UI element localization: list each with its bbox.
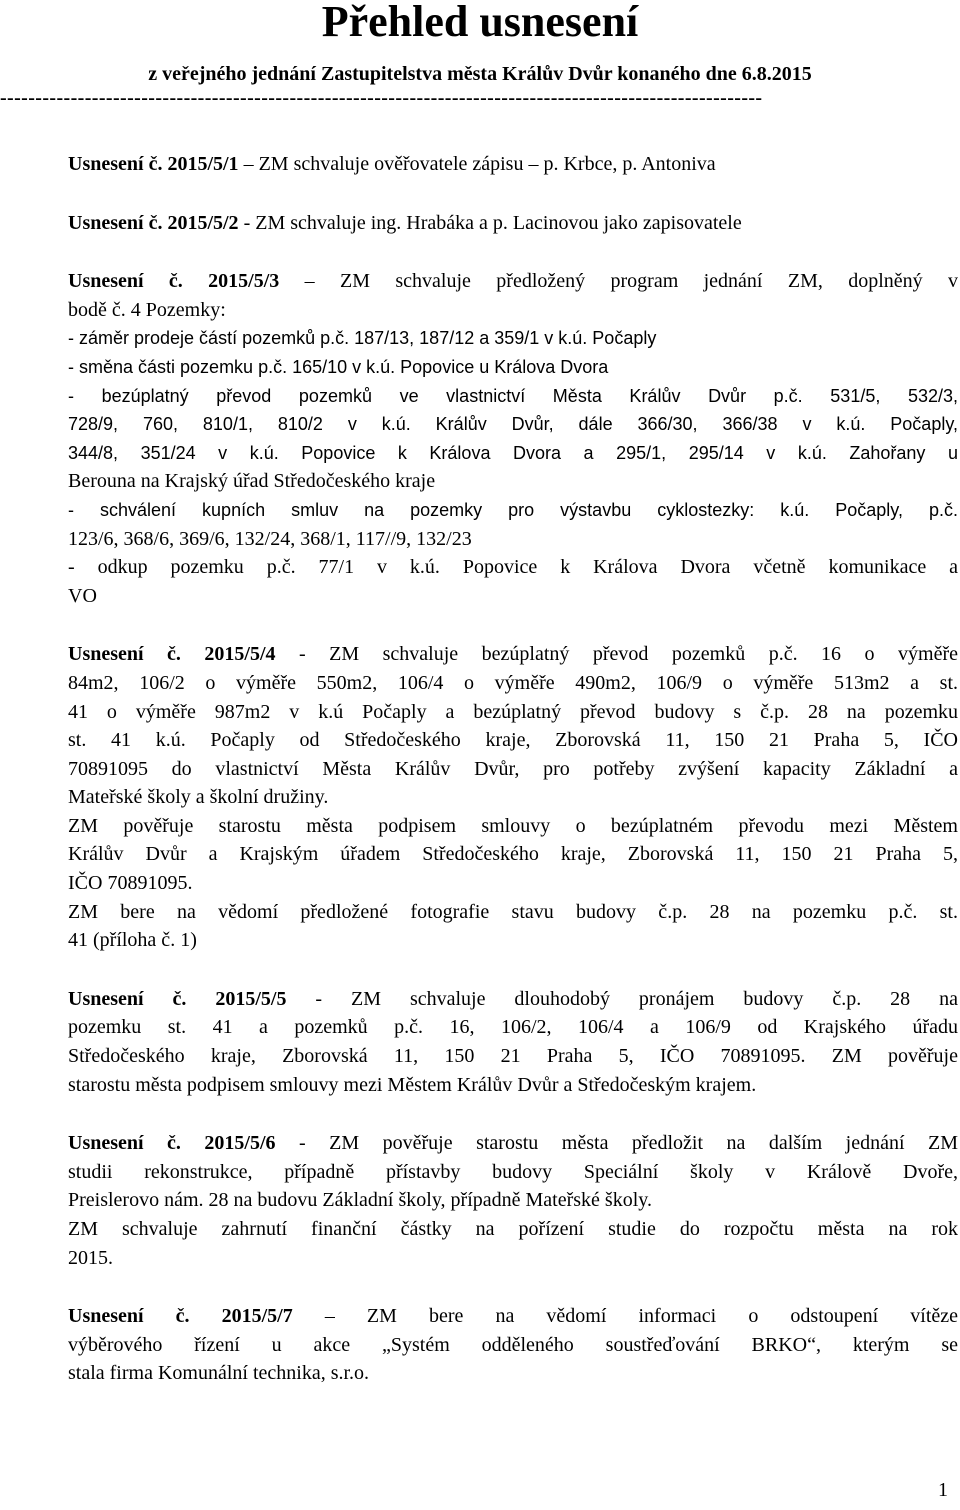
resolution-line: Usnesení č. 2015/5/2 - ZM schvaluje ing. Hrabáka a p. Lacinovou jako zapisovatele bbox=[68, 211, 742, 234]
page-title: Přehled usnesení bbox=[321, 0, 639, 46]
resolution-line: Králův Dvůr a Krajským úřadem Středočeského kraje, Zborovská 11, 150 21 Praha 5, bbox=[68, 843, 958, 866]
resolution-line: 728/9, 760, 810/1, 810/2 v k.ú. Králův Dvůr, dále 366/30, 366/38 v k.ú. Počaply, bbox=[68, 414, 958, 435]
resolution-line: Usnesení č. 2015/5/1 – ZM schvaluje ověřovatele zápisu – p. Krbce, p. Antoniva bbox=[68, 153, 716, 175]
resolution-line: Středočeského kraje, Zborovská 11, 150 21 Praha 5, IČO 70891095. ZM pověřuje bbox=[68, 1045, 958, 1068]
resolution-line: ZM schvaluje zahrnutí finanční částky na pořízení studie do rozpočtu města na rok bbox=[68, 1218, 958, 1240]
resolution-line: st. 41 k.ú. Počaply od Středočeského kraje, Zborovská 11, 150 21 Praha 5, IČO bbox=[68, 729, 958, 752]
resolution-2015-5-7 bbox=[68, 1302, 958, 1388]
resolution-line: - směna části pozemku p.č. 165/10 v k.ú. Popovice u Králova Dvora bbox=[68, 356, 609, 377]
resolution-line: 123/6, 368/6, 369/6, 132/24, 368/1, 117//9, 132/23 bbox=[68, 527, 472, 550]
resolution-line: ZM pověřuje starostu města podpisem smlouvy o bezúplatném převodu mezi Městem bbox=[68, 814, 958, 837]
resolution-id: Usnesení č. 2015/5/4 bbox=[68, 643, 276, 666]
resolution-line: 41 (příloha č. 1) bbox=[68, 929, 197, 952]
resolution-line: bodě č. 4 Pozemky: bbox=[68, 298, 226, 321]
resolution-line: - odkup pozemku p.č. 77/1 v k.ú. Popovice k Králova Dvora včetně komunikace a bbox=[68, 556, 958, 579]
resolution-2015-5-5 bbox=[68, 985, 958, 1099]
resolution-line: pozemku st. 41 a pozemků p.č. 16, 106/2, 106/4 a 106/9 od Krajského úřadu bbox=[68, 1016, 958, 1039]
page-subtitle: z veřejného jednání Zastupitelstva města Králův Dvůr konaného dne 6.8.2015 bbox=[148, 63, 812, 85]
resolution-line: 2015. bbox=[68, 1246, 113, 1269]
resolution-line: - bezúplatný převod pozemků ve vlastnictví Města Králův Dvůr p.č. 531/5, 532/3, bbox=[68, 385, 958, 406]
resolution-line: Mateřské školy a školní družiny. bbox=[68, 786, 329, 809]
resolution-line: Usnesení č. 2015/5/7 – ZM bere na vědomí informaci o odstoupení vítěze bbox=[68, 1305, 958, 1328]
resolution-line: ZM bere na vědomí předložené fotografie stavu budovy č.p. 28 na pozemku p.č. st. bbox=[68, 900, 958, 923]
resolution-id: Usnesení č. 2015/5/6 bbox=[68, 1132, 276, 1155]
resolution-id: Usnesení č. 2015/5/2 bbox=[68, 211, 239, 234]
resolution-line: - schválení kupních smluv na pozemky pro výstavbu cyklostezky: k.ú. Počaply, p.č. bbox=[68, 499, 958, 520]
resolution-2015-5-1 bbox=[68, 150, 958, 179]
resolution-line: starostu města podpisem smlouvy mezi Městem Králův Dvůr a Středočeským krajem. bbox=[68, 1073, 757, 1096]
resolutions-list bbox=[68, 150, 958, 1388]
resolution-id: Usnesení č. 2015/5/7 bbox=[68, 1305, 293, 1328]
resolution-id: Usnesení č. 2015/5/3 bbox=[68, 270, 280, 293]
resolution-line: - záměr prodeje částí pozemků p.č. 187/13, 187/12 a 359/1 v k.ú. Počaply bbox=[68, 328, 657, 349]
resolution-line: Usnesení č. 2015/5/6 - ZM pověřuje starostu města předložit na dalším jednání ZM bbox=[68, 1132, 958, 1155]
resolution-2015-5-6 bbox=[68, 1129, 958, 1272]
separator-line: ------------------------------------------------------------------------------------------------------------ bbox=[0, 87, 763, 109]
resolution-line: 344/8, 351/24 v k.ú. Popovice k Králova Dvora a 295/1, 295/14 v k.ú. Zahořany u bbox=[68, 442, 958, 463]
resolution-2015-5-4 bbox=[68, 640, 958, 955]
resolution-line: Usnesení č. 2015/5/5 - ZM schvaluje dlouhodobý pronájem budovy č.p. 28 na bbox=[68, 987, 958, 1010]
resolution-id: Usnesení č. 2015/5/5 bbox=[68, 987, 287, 1010]
resolution-line: 41 o výměře 987m2 v k.ú Počaply a bezúplatný převod budovy s č.p. 28 na pozemku bbox=[68, 700, 958, 723]
resolution-line: Usnesení č. 2015/5/3 – ZM schvaluje předložený program jednání ZM, doplněný v bbox=[68, 270, 958, 293]
page-number: 1 bbox=[938, 1479, 948, 1501]
resolution-id: Usnesení č. 2015/5/1 bbox=[68, 153, 239, 175]
resolution-line: Preislerovo nám. 28 na budovu Základní školy, případně Mateřské školy. bbox=[68, 1189, 652, 1212]
resolution-line: výběrového řízení u akce „Systém odděleného soustřeďování BRKO“, kterým se bbox=[68, 1333, 958, 1356]
resolution-line: Berouna na Krajský úřad Středočeského kraje bbox=[68, 470, 436, 493]
resolution-line: Usnesení č. 2015/5/4 - ZM schvaluje bezúplatný převod pozemků p.č. 16 o výměře bbox=[68, 643, 958, 666]
resolution-line: 70891095 do vlastnictví Města Králův Dvůr, pro potřeby zvýšení kapacity Základní a bbox=[68, 757, 958, 780]
resolution-2015-5-3 bbox=[68, 267, 958, 610]
resolution-2015-5-2 bbox=[68, 209, 958, 238]
resolution-line: studii rekonstrukce, případně přístavby budovy Speciální školy v Králově Dvoře, bbox=[68, 1160, 958, 1183]
resolution-line: stala firma Komunální technika, s.r.o. bbox=[68, 1362, 370, 1385]
resolution-line: 84m2, 106/2 o výměře 550m2, 106/4 o výměře 490m2, 106/9 o výměře 513m2 a st. bbox=[68, 671, 958, 694]
resolution-line: IČO 70891095. bbox=[68, 872, 193, 895]
resolution-line: VO bbox=[68, 584, 97, 607]
